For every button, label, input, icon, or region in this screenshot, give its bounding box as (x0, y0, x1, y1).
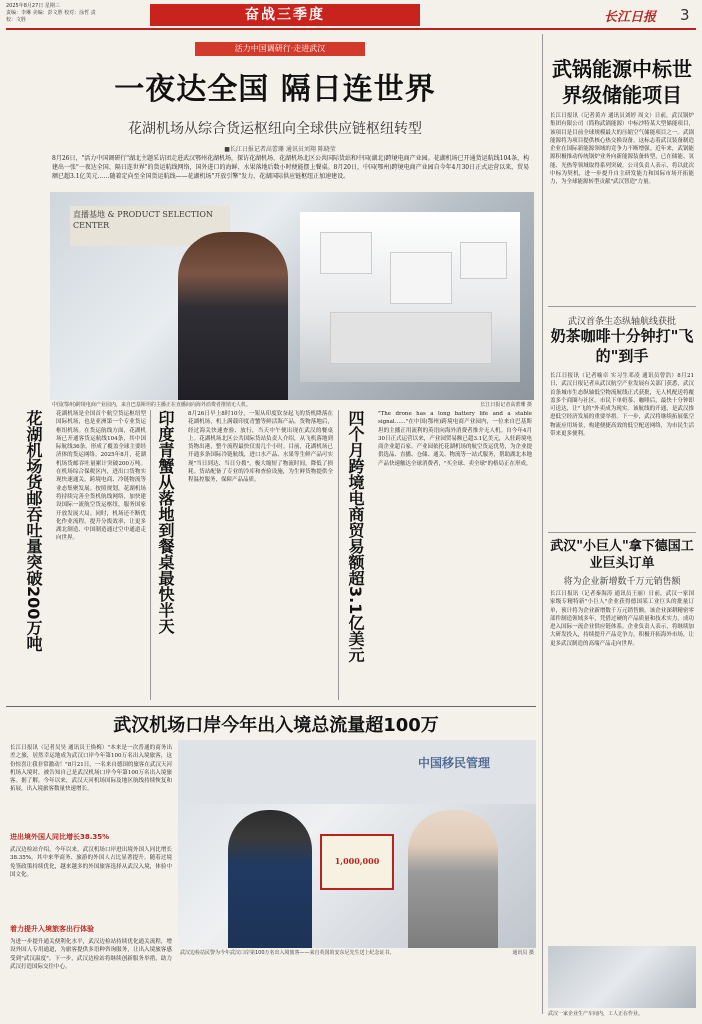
column1-title: 花湖机场货邮吞吐量突破200万吨 (24, 410, 43, 652)
article1-title: 武锅能源中标世界级储能项目 (552, 57, 692, 107)
article-divider (548, 306, 696, 307)
article3-text: 长江日报讯（记者秦海涛 通讯员王丽）日前，武汉一家国家级专精特新"小巨人"企业获得德国某工业巨头的批量订单，预计将为企业新增数千万元销售额。该企业深耕精密零部件制造领域多年，凭借过硬的产品质量和技术实力，成功进入国际一流企业供应链体系。企业负责人表示，将继续加大研发投入，持续提升产品竞争力，积极开拓海外市场，让更多武汉制造的高端产品走向世界。 (550, 591, 694, 647)
column2-text: 8月26日早上8时10分，一架从印度钦奈起飞的货机降落在花湖机场，机上满载印度青蟹等鲜活海产品。货物落地后，经过海关快速查验、放行，当天中午便出现在武汉的餐桌上。花湖机场北区公共国际货站负责人介绍，从飞机落地到货物出港，整个流程最快仅需几个小时。目前，花湖机场已开通多条国际冷链航线，进口水产品、水果等生鲜产品可实现"当日到达、当日分拨"，极大缩短了物流时间，降低了损耗。货站配备了专业的冷库和查验设施，为生鲜货物提供全程温控服务，保障产品品质。 (188, 411, 333, 484)
photo-traveler (408, 810, 498, 948)
column3-text: "The drone has a long battery life and a stable signal……"在中国(鄂州)跨境电商产业园内，一位来自巴基斯坦的主播正用流利的英语向海外消费者推介无人机。自今年4月30日正式运营以来，产业园贸易额已超3.1亿美元，入驻跨境电商企业超百家。产业园依托花湖机场的航空货运优势，为企业提供选品、直播、仓储、通关、物流等一站式服务，帮助湖北本地产品快速触达全球消费者，"买全球、卖全球"的格局正在形成。 (378, 411, 532, 467)
photo-product-shelf (300, 212, 520, 382)
product-box (460, 242, 507, 279)
bottom-subhead: 进出境外国人同比增长38.35% (10, 833, 110, 841)
photo-sign: 直播基地 & PRODUCT SELECTION CENTER (70, 206, 230, 246)
right-column-divider (542, 34, 543, 1014)
product-table (330, 312, 492, 364)
article2-kicker: 武汉首条生态纵轴航线获批 (567, 317, 676, 327)
article1-text: 长江日报讯（记者黄卉 通讯员刘婷 周文）日前，武汉锅炉集团有限公司（简称武锅能源）中标沙特某大型储能项目，该项目是目前全球规模最大的压缩空气储能项目之一。武锅能源将为项目提供核心热交换设备，这标志着武汉装备制造企业在国际新能源领域的竞争力不断增强。近年来，武锅能源积极推动传统锅炉业务向新能源装备转型，已在储能、氢能、光热等领域取得系列突破。公司负责人表示，将以此次中标为契机，进一步提升自主研发能力和国际市场开拓能力，为全球能源转型贡献"武汉智造"力量。 (550, 113, 694, 186)
caption-text: 武汉一家企业生产车间内，工人正在作业。 (548, 1011, 644, 1017)
caption-text: 武汉边检站民警为今年武汉口岸第100万名出入境旅客——来自英国的安东尼先生送上纪念证书。 (180, 950, 395, 956)
certificate-number: 1,000,000 (334, 856, 380, 866)
bottom-divider (6, 706, 536, 707)
photo-certificate (320, 834, 394, 890)
bottom-paragraph: 武汉边检站介绍，今年以来，武汉机场口岸进出境外国人同比增长38.35%，其中来华商务、旅游的外国人占比显著提升。随着过境免签政策持续优化，越来越多的外国旅客选择从武汉入境，体验中国文化。 (10, 847, 172, 878)
product-box (390, 252, 452, 304)
bottom-paragraph: 为进一步提升通关便利化水平，武汉边检站持续优化通关流程，增设外国人专用通道，为旅客提供多语种咨询服务，让出入境旅客感受到"武汉温度"。下一步，武汉边检站将继续创新服务举措，助力武汉打造国际交往中心。 (10, 939, 172, 970)
column1-text: 花湖机场是全国首个航空货运枢纽型国际机场，也是亚洲第一个专业货运枢纽机场。在货运航线方面，花湖机场已开通客货运航线104条，其中国际航线36条，形成了覆盖全球主要经济体的货运网络。2025年8月，花湖机场货邮吞吐量累计突破200万吨。在机场综合保税区内，进出口货物实现快速通关，跨境电商、冷链物流等业态集聚发展。按照规划，花湖机场将持续完善全货机航线网络，加快建设国际一流航空货运枢纽，服务国家开放发展大局。同时，机场还不断优化作业流程，提升分拨效率，让更多湖北制造、中国制造通过空中通道走向世界。 (56, 411, 146, 542)
column3-title: 四个月跨境电商贸易额超3.1亿美元 (346, 410, 365, 663)
article3-subtitle: 将为企业新增数千万元销售额 (563, 577, 681, 587)
photo-wall-text: 中国移民管理 (418, 756, 491, 770)
column-tag: 活力中国调研行·走进武汉 (195, 42, 365, 56)
column2-title: 印度青蟹从落地到餐桌最快半天 (156, 410, 175, 634)
main-byline: ■长江日报记者高蕾珊 通讯员刘翔 陈晓莹 (224, 146, 336, 153)
bottom-paragraph: 长江日报讯（记者吴昊 通讯员王焕梅）"本来是一次普通的商务出差之旅，居然幸运地成为武汉口岸今年第100万名出入境旅客，这份惊喜让我非常激动！"8月21日，一名来自德国的旅客在武汉天河机场入境时，被告知自己是武汉机场口岸今年第100万名出入境旅客。据了解，今年以来，武汉天河机场国际及地区航线持续恢复和拓展，出入境旅客数量快速增长。 (10, 745, 172, 793)
header-rule (6, 28, 696, 30)
article2-title: 奶茶咖啡十分钟打"飞的"到手 (550, 327, 694, 365)
caption-credit: 通讯员 摄 (512, 950, 534, 956)
photo-wall (178, 740, 536, 804)
main-headline: 一夜达全国 隔日连世界 (114, 72, 436, 107)
article3-photo (548, 946, 696, 1008)
header-info (6, 3, 96, 24)
article2-text: 长江日报讯（记者喻卓 实习生邓凌 通讯员曾浩）8月21日，武汉日报记者从武汉航空产业发展有关部门获悉，武汉首条城市生态纵轴低空物流航线正式获批，无人机配送将覆盖多个商圈与社区。市民下单奶茶、咖啡后，最快十分钟即可送达，让"飞的"外卖成为现实。该航线的开通，是武汉推进低空经济发展的重要举措。下一步，武汉将继续拓展低空物流应用场景，构建便捷高效的低空配送网络，为市民生活带来更多便利。 (550, 373, 694, 438)
article3-title: 武汉"小巨人"拿下德国工业巨头订单 (550, 539, 694, 571)
article-divider (548, 532, 696, 533)
article3-photo-caption (548, 1010, 696, 1017)
date-line: 2025年8月27日 星期三 (6, 3, 60, 9)
page-number: 3 (680, 6, 690, 24)
product-box (320, 232, 372, 274)
main-lead-paragraph: 8月26日，"活力中国调研行"湖北主题采访团走进武汉鄂州花湖机场，探访花湖机场、花湖机场北区公共国际货站和中国(湖北)跨境电商产业园。花湖机场已开通货运航线104条，构建出一张"一夜达全国、隔日连世界"的货运航线网络，国外进口的海鲜、水果落地后数小时便能摆上餐桌。8月20日，中国(鄂州)跨境电商产业园自今年4月30日正式运营以来，贸易额已超3.1亿美元……随着定向至全国货运航线——花湖机场"开放引擎"发力，花湖国际供应链枢纽正加速建设。 (52, 155, 530, 180)
editor-line: 责编：李琳 美编：彭文胜 校对：涂哲 责校：文胜 (6, 10, 96, 23)
bottom-photo-caption (180, 949, 534, 956)
main-photo (50, 192, 534, 400)
photo-person (178, 232, 288, 400)
bottom-photo (178, 740, 536, 948)
bottom-subhead: 着力提升入境旅客出行体验 (10, 925, 94, 933)
bottom-headline: 武汉机场口岸今年出入境总流量超100万 (113, 715, 439, 736)
main-subheadline: 花湖机场从综合货运枢纽向全球供应链枢纽转型 (128, 121, 422, 137)
section-banner-title: 奋战三季度 (245, 7, 325, 23)
column-divider (150, 410, 151, 700)
bottom-article-body (10, 744, 172, 1016)
caption-credit: 长江日报记者高蕾珊 摄 (480, 402, 532, 408)
caption-text: 中国(鄂州)跨境电商产业园内，来自巴基斯坦的主播正在直播间向海外消费者推销无人机。 (52, 402, 251, 408)
column-divider (338, 410, 339, 700)
main-photo-caption (52, 401, 532, 408)
masthead-logo: 长江日报 (604, 10, 657, 25)
photo-officer (228, 810, 312, 948)
